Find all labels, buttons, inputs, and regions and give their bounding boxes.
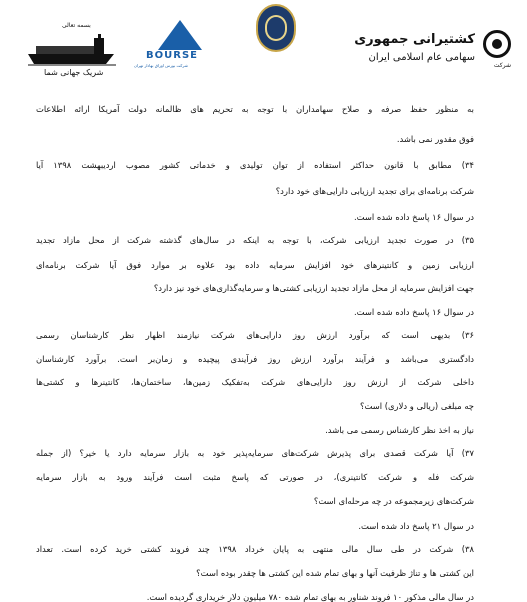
- irisl-emblem-icon: [483, 30, 511, 58]
- ship-tagline: شریک جهانی شما: [44, 68, 104, 77]
- bourse-triangle-icon: [158, 20, 202, 50]
- text-line: ارزیابی زمین و کانتینرهای خود افزایش سرمایه داده بود علاوه بر موارد فوق آیا شرکت برنامه‌ای: [36, 260, 474, 270]
- text-line: فوق مقدور نمی باشد.: [396, 134, 474, 144]
- text-line: شرکت برنامه‌ای برای تجدید ارزیابی دارایی‌های خود دارد؟: [275, 186, 474, 196]
- answer-36: نیاز به اخذ نظر کارشناس رسمی می باشد.: [325, 425, 474, 435]
- text-line: دادگستری می‌باشد و فرآیند برآورد ارزش روز فرآیندی پیچیده و زمان‌بر است. برآورد کارشناسان: [36, 354, 474, 364]
- text-line: شرکت فله و شرکت کانتینری)، در صورتی که پاسخ مثبت است فرآیند ورود به بازار سرمایه: [36, 472, 474, 482]
- question-36: ۳۶) بدیهی است که برآورد ارزش روز دارایی‌های شرکت نیازمند اظهار نظر کارشناسان رسمی: [36, 330, 474, 340]
- question-34: ۳۴) مطابق با قانون حداکثر استفاده از توان تولیدی و خدماتی کشور مصوب اردیبهشت ۱۳۹۸ آیا: [36, 160, 474, 170]
- question-38: ۳۸) شرکت در طی سال مالی منتهی به پایان خرداد ۱۳۹۸ چند فروند کشتی خرید کرده است. تعداد: [36, 544, 474, 554]
- answer-37: در سوال ۲۱ پاسخ داد شده است.: [358, 521, 474, 531]
- bourse-subtitle: شرکت بورس اوراق بهادار تهران: [134, 63, 188, 68]
- question-37: ۳۷) آیا شرکت قصدی برای پذیرش شرکت‌های سرمایه‌پذیر خود به بازار سرمایه دارد یا خیر؟ (از جمله: [36, 448, 474, 458]
- letterhead: [0, 0, 527, 92]
- irisl-subtitle: سهامی عام اسلامی ایران: [368, 52, 475, 63]
- irisl-name: کشتیرانی جمهوری: [354, 32, 475, 47]
- irisl-logo: [313, 26, 513, 76]
- text-line: این کشتی ها و تناژ ظرفیت آنها و بهای تمام شده این کشتی ها چقدر بوده است؟: [196, 568, 474, 578]
- answer-34: در سوال ۱۶ پاسخ داده شده است.: [353, 212, 474, 222]
- ship-logo: [22, 22, 122, 80]
- text-line: داخلی شرکت از ارزش روز دارایی‌های شرکت به‌تفکیک زمین‌ها، ساختمان‌ها، کانتینرها و کشتی‌ها: [36, 377, 474, 387]
- bourse-logo: [132, 20, 226, 70]
- ship-caption: بسمه تعالی: [62, 22, 91, 29]
- seal-emblem-icon: [256, 4, 296, 52]
- text-line: جهت افزایش سرمایه از محل مازاد تجدید ارزیابی کشتی‌ها و سرمایه‌گذاری‌های خود نیز دارد؟: [153, 283, 474, 293]
- bourse-wordmark: BOURSE: [146, 50, 198, 61]
- irisl-small-text: شرکت: [493, 62, 511, 69]
- answer-38: در سال مالی مذکور ۱۰ فروند شناور به بهای تمام شده ۷۸۰ میلیون دلار خریداری گردیده است.: [146, 592, 474, 602]
- text-line: شرکت‌های زیرمجموعه در چه مرحله‌ای است؟: [313, 496, 474, 506]
- question-35: ۳۵) در صورت تجدید ارزیابی شرکت، با توجه به اینکه در سال‌های گذشته شرکت از محل مازاد تجدید: [36, 235, 474, 245]
- text-line: چه مبلغی (ریالی و دلاری) است؟: [360, 401, 474, 411]
- answer-35: در سوال ۱۶ پاسخ داده شده است.: [353, 307, 474, 317]
- text-line: به منظور حفظ صرفه و صلاح سهامداران با توجه به تحریم های ظالمانه دولت آمریکا ارائه اطلاعات: [36, 104, 474, 114]
- container-ship-icon: [26, 32, 118, 66]
